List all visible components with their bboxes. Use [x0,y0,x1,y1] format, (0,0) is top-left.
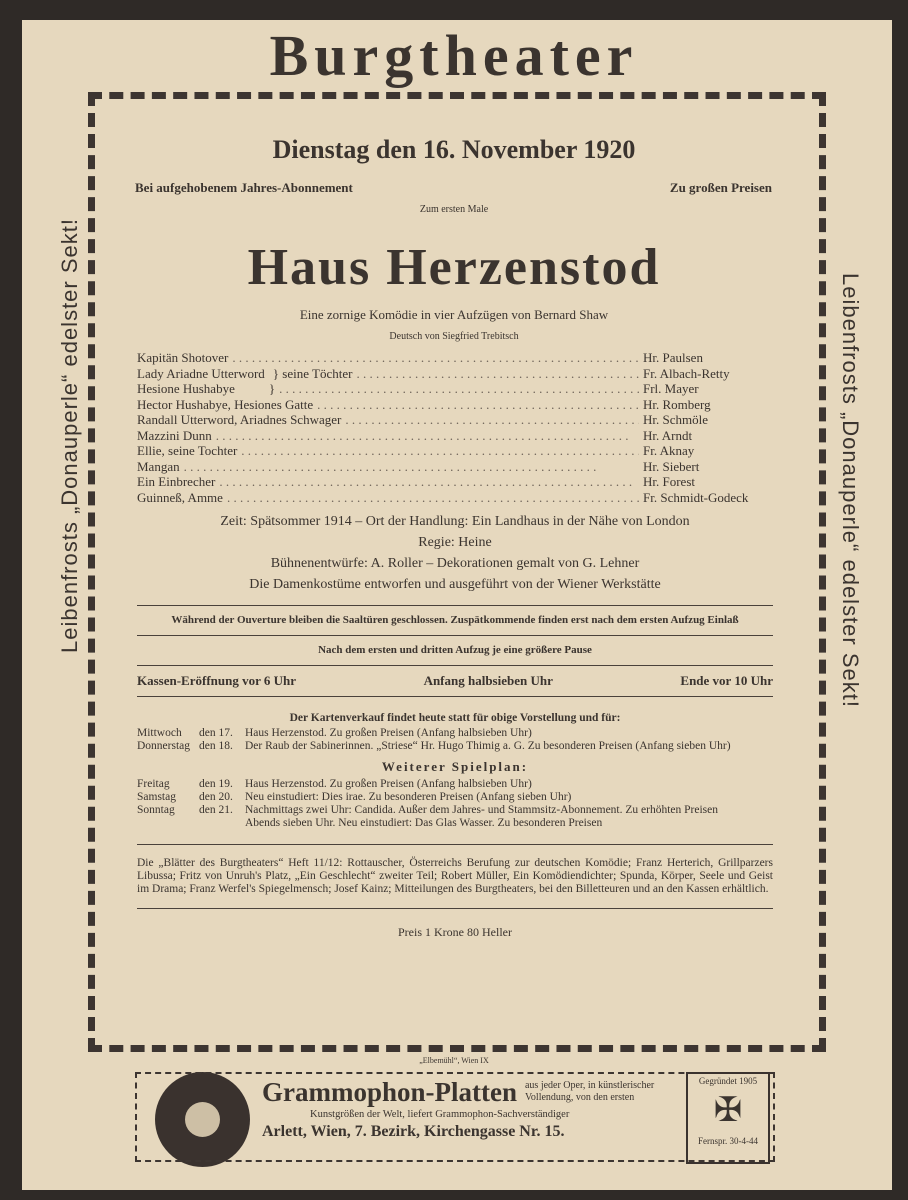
cast-row [137,474,773,490]
schedule-row [137,740,773,753]
role-name: Kapitän Shotover [137,350,229,365]
schedule-row [137,817,773,830]
leader-dots [345,412,639,428]
translator: Deutsch von Siegfried Trebitsch [389,331,519,342]
costumes: Die Damenkostüme entworfen und ausgeführt von der Wiener Werkstätte [249,577,661,592]
cast-list [137,350,773,505]
actor-name: Hr. Arndt [643,427,693,443]
actor-name: Hr. Romberg [643,396,711,412]
time-place: Zeit: Spätsommer 1914 – Ort der Handlung: Ein Landhaus in der Nähe von London [220,514,690,529]
leader-dots [232,350,639,366]
schedule-row [137,727,773,740]
day: Samstag [137,791,176,803]
leader-dots [241,443,639,459]
cast-row [137,397,773,413]
program: Haus Herzenstod. Zu großen Preisen (Anfang halbsieben Uhr) [245,727,532,739]
performance-date: Dienstag den 16. November 1920 [272,135,636,164]
ad-line1: aus jeder Oper, in künstlerischer Vollendung, von den ersten [524,1080,655,1103]
ad-text [262,1076,680,1142]
main-content [137,350,773,940]
role-name: Ein Einbrecher [137,474,216,489]
play-subtitle: Eine zornige Komödie in vier Aufzügen von Bernard Shaw [299,307,609,322]
ad-line2: Kunstgrößen der Welt, liefert Grammophon-Sachverständiger [310,1109,570,1120]
actor-name: Hr. Siebert [643,458,700,474]
actor-name: Fr. Aknay [643,443,695,458]
actor-name: Hr. Forest [643,474,695,489]
brace-label: } seine Töchter [272,365,353,381]
leader-dots [279,381,639,397]
theater-title: Burgtheater [269,23,639,88]
actor-name: Hr. Paulsen [643,350,703,365]
program: Neu einstudiert: Dies irae. Zu besonderen Preisen (Anfang sieben Uhr) [245,791,572,803]
date: den 21. [199,804,233,816]
end-time: Ende vor 10 Uhr [680,673,773,688]
day [137,817,199,830]
brace-mark: } [268,381,276,396]
premiere-note: Zum ersten Male [419,204,489,215]
day: Mittwoch [137,727,182,739]
program: Haus Herzenstod. Zu großen Preisen (Anfang halbsieben Uhr) [245,778,532,790]
cast-row [137,366,773,382]
cast-row [137,381,773,397]
set-design: Bühnenentwürfe: A. Roller – Dekorationen gemalt von G. Lehner [270,556,640,571]
schedule-row [137,778,773,791]
program: Nachmittags zwei Uhr: Candida. Außer dem Jahres- und Stammsitz-Abonnement. Zu erhöhten Preisen [245,804,718,816]
box-office-time: Kassen-Eröffnung vor 6 Uhr [137,673,297,688]
schedule-row [137,804,773,817]
side-ad-right: Leibenfrosts „Donauperle“ edelster Sekt! [838,273,863,708]
price: Preis 1 Krone 80 Heller [398,925,512,939]
cast-row [137,443,773,459]
ad-logo [686,1072,770,1164]
role-name: Randall Utterword, Ariadnes Schwager [137,412,342,427]
printer: „Elbemühl“, Wien IX [419,1056,489,1065]
role-name: Mangan [137,458,180,474]
schedule-row [137,791,773,804]
subscription-note: Bei aufgehobenem Jahres-Abonnement [135,180,353,195]
ad-address: Arlett, Wien, 7. Bezirk, Kirchengasse Nr. 15. [262,1123,565,1140]
blaetter-notice: Die „Blätter des Burgtheaters“ Heft 11/12: Rottauscher, Österreichs Berufung zur deutschen Komödie; Franz Herterich, Grillparzers Libussa; Fritz von Unruh's Platz, „Ein Geschlecht“ zweiter Teil; Robert Müller, Ein Komödiendichter; Spunda, Körper, Seele und Geist im Drama; Franz Werfel's Spiegelmensch; Josef Kainz; Mitteilungen des Burgtheaters, bei den Billetteuren und an den Kassen erhältlich. [137,857,773,895]
trademark-icon: ✠ [713,1092,743,1129]
actor-name: Frl. Mayer [643,381,699,396]
date [199,817,245,830]
start-time: Anfang halbsieben Uhr [423,673,553,688]
day: Freitag [137,778,170,790]
price-note: Zu großen Preisen [669,180,772,195]
play-title: Haus Herzenstod [247,239,661,296]
cast-row [137,412,773,428]
role-name: Hesione Hushabye [137,381,235,396]
ticket-schedule [137,727,773,753]
leader-dots [184,459,639,475]
leader-dots [216,428,639,444]
leader-dots [227,490,639,506]
direction: Regie: Heine [418,535,492,550]
date: den 20. [199,791,233,803]
role-name: Guinneß, Amme [137,489,223,505]
founded-year: Gegründet 1905 [698,1076,758,1086]
date: den 19. [199,778,233,790]
cast-row [137,350,773,366]
ticket-heading: Der Kartenverkauf findet heute statt für obige Vorstellung und für: [289,712,621,724]
day: Sonntag [137,804,175,816]
overture-notice: Während der Ouverture bleiben die Saaltüren geschlossen. Zuspätkommende finden erst nach dem ersten Aufzug Einlaß [171,614,739,626]
pause-notice: Nach dem ersten und dritten Aufzug je eine größere Pause [318,644,592,656]
role-name: Mazzini Dunn [137,427,212,443]
further-heading: Weiterer Spielplan: [381,759,529,774]
day: Donnerstag [137,740,191,752]
role-name: Ellie, seine Tochter [137,443,238,458]
actor-name: Fr. Schmidt-Godeck [643,489,749,505]
cast-row [137,459,773,475]
role-name: Lady Ariadne Utterword [137,365,265,381]
leader-dots [317,397,639,413]
leader-dots [356,366,639,382]
side-ad-left: Leibenfrosts „Donauperle“ edelster Sekt! [57,218,82,653]
actor-name: Fr. Albach-Retty [643,365,730,381]
ad-headline: Grammophon-Platten [262,1077,517,1107]
further-schedule [137,778,773,830]
times-row [137,666,773,696]
phone-number: Fernspr. 30-4-44 [698,1136,758,1146]
date: den 18. [199,740,233,752]
program: Abends sieben Uhr. Neu einstudiert: Das Glas Wasser. Zu besonderen Preisen [245,817,603,829]
date: den 17. [199,727,233,739]
role-name: Hector Hushabye, Hesiones Gatte [137,396,314,412]
cast-row [137,490,773,506]
leader-dots [219,474,639,490]
cast-row [137,428,773,444]
program: Der Raub der Sabinerinnen. „Striese“ Hr. Hugo Thimig a. G. Zu besonderen Preisen (Anfang sieben Uhr) [245,740,731,752]
actor-name: Hr. Schmöle [643,412,708,427]
